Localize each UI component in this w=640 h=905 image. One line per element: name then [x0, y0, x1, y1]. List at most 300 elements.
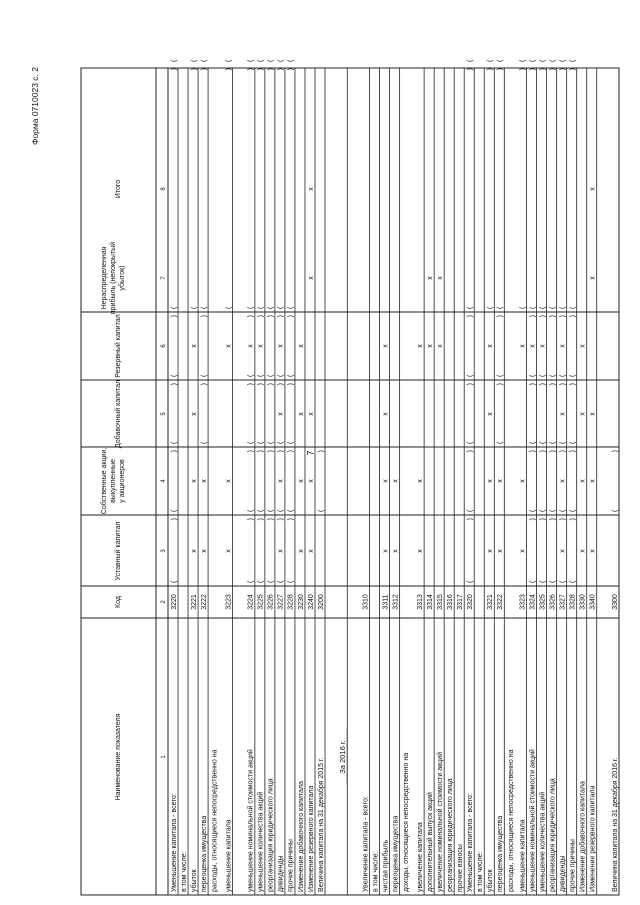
cross-mark: x [487, 479, 495, 483]
paren-close: ) [225, 68, 233, 71]
cross-mark: x [497, 479, 505, 483]
paren-open: ( [539, 441, 547, 444]
paren-open: ( [287, 59, 295, 62]
row-code: 3312 [392, 594, 400, 610]
paren-close: ) [539, 518, 547, 521]
row-label: реорганизация юридического лица [267, 778, 275, 892]
paren-open: ( [539, 59, 547, 62]
cross-mark: x [416, 344, 424, 348]
paren-close: ) [277, 518, 285, 521]
paren-open: ( [467, 59, 475, 62]
cross-mark: x [416, 549, 424, 553]
paren-open: ( [569, 374, 577, 377]
header-reserve-capital: Резервный капитал [115, 314, 122, 378]
cross-mark: x [487, 549, 495, 553]
row-code: 3221 [190, 594, 198, 610]
cross-mark: x [559, 344, 567, 348]
cross-mark: x [497, 549, 505, 553]
cross-mark: x [519, 479, 527, 483]
row-code: 3228 [287, 594, 295, 610]
row-label: переоценка имущества [392, 815, 400, 892]
cross-mark: x [579, 479, 587, 483]
paren-close: ) [287, 68, 295, 71]
paren-open: ( [549, 509, 557, 512]
paren-close: ) [549, 518, 557, 521]
row-code: 3330 [579, 594, 587, 610]
row-code: 3230 [297, 594, 305, 610]
paren-close: ) [549, 450, 557, 453]
paren-close: ) [170, 518, 178, 521]
paren-open: ( [257, 374, 265, 377]
header-own-shares: Собственные акции, [101, 447, 108, 515]
header-code: Код [115, 596, 122, 608]
row-label: расходы, относящиеся непосредственно на [507, 749, 515, 892]
paren-close: ) [267, 315, 275, 318]
paren-open: ( [267, 580, 275, 583]
paren-open: ( [549, 306, 557, 309]
row-label: прочие причины [569, 839, 577, 892]
paren-open: ( [257, 509, 265, 512]
paren-close: ) [200, 68, 208, 71]
paren-close: ) [247, 450, 255, 453]
paren-close: ) [247, 68, 255, 71]
paren-close: ) [170, 450, 178, 453]
paren-open: ( [467, 374, 475, 377]
paren-close: ) [559, 383, 567, 386]
row-label: увеличение капитала [416, 822, 424, 892]
cross-mark: x [487, 344, 495, 348]
paren-close: ) [247, 315, 255, 318]
row-code: 3317 [457, 594, 465, 610]
paren-open: ( [170, 59, 178, 62]
paren-open: ( [287, 580, 295, 583]
paren-close: ) [170, 383, 178, 386]
paren-close: ) [267, 450, 275, 453]
paren-open: ( [559, 59, 567, 62]
paren-close: ) [200, 383, 208, 386]
paren-open: ( [170, 509, 178, 512]
row-label: Изменение добавочного капитала [579, 781, 587, 892]
cross-mark: x [297, 412, 305, 416]
row-label: дивиденды [277, 855, 285, 892]
paren-open: ( [190, 59, 198, 62]
cross-mark: x [200, 549, 208, 553]
paren-open: ( [277, 59, 285, 62]
cross-mark: x [539, 344, 547, 348]
row-code: 3240 [307, 594, 315, 610]
row-code: 3314 [426, 594, 434, 610]
paren-close: ) [277, 68, 285, 71]
row-label: переоценка имущества [497, 815, 505, 892]
paren-close: ) [257, 68, 265, 71]
paren-close: ) [257, 518, 265, 521]
row-label: Изменение резервного капитала [589, 785, 597, 892]
paren-open: ( [487, 306, 495, 309]
paren-close: ) [559, 450, 567, 453]
paren-close: ) [569, 315, 577, 318]
paren-open: ( [497, 59, 505, 62]
paren-open: ( [497, 441, 505, 444]
cross-mark: x [589, 479, 597, 483]
paren-open: ( [247, 306, 255, 309]
paren-open: ( [529, 580, 537, 583]
paren-close: ) [287, 450, 295, 453]
row-label: доходы, относящиеся непосредственно на [403, 752, 411, 892]
paren-open: ( [467, 306, 475, 309]
cross-mark: x [297, 479, 305, 483]
paren-close: ) [317, 450, 325, 453]
paren-open: ( [225, 306, 233, 309]
paren-open: ( [200, 306, 208, 309]
paren-close: ) [529, 68, 537, 71]
header-total: Итого [115, 179, 122, 199]
paren-close: ) [190, 68, 198, 71]
paren-open: ( [267, 509, 275, 512]
row-code: 3300 [611, 594, 619, 610]
paren-close: ) [549, 68, 557, 71]
cross-mark: x [190, 549, 198, 553]
cross-mark: x [225, 344, 233, 348]
paren-open: ( [247, 580, 255, 583]
cross-mark: x [277, 344, 285, 348]
paren-open: ( [287, 374, 295, 377]
row-code: 3220 [170, 594, 178, 610]
paren-open: ( [559, 509, 567, 512]
paren-open: ( [611, 509, 619, 512]
row-code: 3325 [539, 594, 547, 610]
row-code: 3222 [200, 594, 208, 610]
paren-close: ) [247, 383, 255, 386]
paren-close: ) [497, 68, 505, 71]
paren-close: ) [569, 383, 577, 386]
paren-open: ( [539, 509, 547, 512]
row-label: увеличение номинальной стоимости акций [436, 751, 444, 892]
row-label: Изменение резервного капитала [307, 785, 315, 892]
cross-mark: x [589, 187, 597, 191]
paren-open: ( [257, 59, 265, 62]
paren-open: ( [519, 59, 527, 62]
row-label: уменьшение капитала [519, 819, 527, 892]
row-code: 3323 [519, 594, 527, 610]
cross-mark: x [382, 344, 390, 348]
paren-open: ( [549, 59, 557, 62]
header-name: Наименование показателя [115, 713, 122, 801]
row-label: убыток [487, 869, 495, 892]
cross-mark: x [579, 412, 587, 416]
row-label: в том числе: [372, 851, 380, 892]
row-code: 3316 [446, 594, 454, 610]
cross-mark: x [277, 412, 285, 416]
paren-open: ( [539, 374, 547, 377]
cross-mark: x [559, 549, 567, 553]
cross-mark: x [589, 549, 597, 553]
paren-open: ( [200, 59, 208, 62]
paren-close: ) [539, 68, 547, 71]
cross-mark: x [589, 412, 597, 416]
paren-open: ( [559, 441, 567, 444]
paren-close: ) [287, 518, 295, 521]
row-label: прочие взносы [457, 844, 465, 892]
paren-close: ) [257, 383, 265, 386]
cross-mark: x [392, 479, 400, 483]
row-label: уменьшение количества акций [539, 791, 547, 892]
period-heading: За 2016 г. [338, 740, 348, 774]
row-code: 3328 [569, 594, 577, 610]
cross-mark: x [307, 412, 315, 416]
cross-mark: x [190, 344, 198, 348]
paren-close: ) [569, 68, 577, 71]
row-label: реорганизация юридического лица [549, 778, 557, 892]
paren-close: ) [200, 315, 208, 318]
row-label: уменьшение количества акций [257, 791, 265, 892]
paren-close: ) [529, 518, 537, 521]
cross-mark: x [200, 479, 208, 483]
paren-open: ( [247, 59, 255, 62]
paren-open: ( [257, 306, 265, 309]
paren-close: ) [467, 383, 475, 386]
cross-mark: x [436, 344, 444, 348]
header-own-shares: у акционеров [119, 459, 126, 503]
cross-mark: x [559, 412, 567, 416]
cross-mark: x [382, 549, 390, 553]
header-own-shares: выкупленные [110, 459, 117, 503]
row-code: 3313 [416, 594, 424, 610]
paren-open: ( [170, 374, 178, 377]
paren-open: ( [257, 580, 265, 583]
paren-open: ( [277, 441, 285, 444]
column-number: 6 [161, 344, 167, 348]
row-label: переоценка имущества [200, 815, 208, 892]
paren-open: ( [569, 509, 577, 512]
paren-close: ) [467, 450, 475, 453]
row-label: Увеличение капитала - всего: [362, 796, 370, 892]
row-code: 3226 [267, 594, 275, 610]
cross-mark: x [307, 549, 315, 553]
cross-mark: x [559, 479, 567, 483]
row-label: Величина капитала на 31 декабря 2016 г. [611, 757, 619, 892]
row-code: 3310 [362, 594, 370, 610]
column-number: 2 [161, 600, 167, 604]
row-label: чистая прибыль [382, 839, 390, 892]
row-code: 3340 [589, 594, 597, 610]
paren-open: ( [277, 509, 285, 512]
cross-mark: x [426, 276, 434, 280]
row-code: 3225 [257, 594, 265, 610]
paren-open: ( [287, 509, 295, 512]
paren-close: ) [257, 315, 265, 318]
paren-close: ) [257, 450, 265, 453]
row-code: 3223 [225, 594, 233, 610]
header-retained-earnings: Нераспределенная [101, 246, 108, 310]
cross-mark: x [519, 344, 527, 348]
paren-close: ) [549, 315, 557, 318]
paren-close: ) [267, 383, 275, 386]
paren-open: ( [287, 441, 295, 444]
cross-mark: x [225, 479, 233, 483]
row-label: уменьшение капитала [225, 819, 233, 892]
paren-open: ( [225, 59, 233, 62]
column-number: 8 [161, 187, 167, 191]
cross-mark: x [307, 276, 315, 280]
page-number: 7 [305, 450, 316, 456]
paren-open: ( [257, 441, 265, 444]
cross-mark: x [190, 479, 198, 483]
paren-close: ) [529, 450, 537, 453]
cross-mark: x [307, 187, 315, 191]
column-number: 4 [161, 479, 167, 483]
paren-close: ) [529, 383, 537, 386]
row-code: 3224 [247, 594, 255, 610]
header-retained-earnings: прибыль (непокрытый [110, 241, 117, 315]
paren-open: ( [190, 306, 198, 309]
cross-mark: x [225, 549, 233, 553]
row-code: 3315 [436, 594, 444, 610]
cross-mark: x [416, 479, 424, 483]
paren-open: ( [529, 509, 537, 512]
cross-mark: x [579, 549, 587, 553]
paren-close: ) [247, 518, 255, 521]
cross-mark: x [297, 344, 305, 348]
paren-open: ( [170, 441, 178, 444]
paren-open: ( [200, 374, 208, 377]
paren-open: ( [277, 306, 285, 309]
column-number: 1 [161, 755, 167, 759]
paren-close: ) [559, 315, 567, 318]
paren-close: ) [267, 518, 275, 521]
paren-open: ( [467, 441, 475, 444]
row-code: 3324 [529, 594, 537, 610]
cross-mark: x [277, 549, 285, 553]
row-label: уменьшение номинальной стоимости акций [529, 749, 537, 892]
paren-close: ) [529, 315, 537, 318]
row-code: 3200 [317, 594, 325, 610]
paren-open: ( [529, 441, 537, 444]
paren-close: ) [170, 68, 178, 71]
paren-open: ( [467, 509, 475, 512]
cross-mark: x [257, 344, 265, 348]
paren-open: ( [267, 374, 275, 377]
paren-open: ( [549, 580, 557, 583]
paren-close: ) [467, 518, 475, 521]
cross-mark: x [190, 412, 198, 416]
header-retained-earnings: убыток) [119, 265, 126, 291]
row-label: реорганизация юридического лица [446, 778, 454, 892]
paren-close: ) [170, 315, 178, 318]
paren-open: ( [569, 306, 577, 309]
paren-close: ) [277, 450, 285, 453]
paren-close: ) [287, 315, 295, 318]
row-label: уменьшение номинальной стоимости акций [247, 749, 255, 892]
row-label: расходы, относящиеся непосредственно на [211, 749, 219, 892]
row-label: Изменение добавочного капитала [297, 781, 305, 892]
paren-close: ) [267, 68, 275, 71]
paren-open: ( [277, 580, 285, 583]
paren-open: ( [559, 580, 567, 583]
cross-mark: x [382, 412, 390, 416]
column-number: 3 [161, 549, 167, 553]
paren-open: ( [519, 306, 527, 309]
row-label: Величина капитала на 31 декабря 2015 г. [317, 757, 325, 892]
row-label: Уменьшение капитала - всего: [467, 793, 475, 892]
row-code: 3320 [467, 594, 475, 610]
paren-open: ( [247, 441, 255, 444]
paren-close: ) [467, 68, 475, 71]
paren-open: ( [559, 306, 567, 309]
paren-open: ( [267, 59, 275, 62]
paren-close: ) [277, 315, 285, 318]
header-additional-capital: Добавочный капитал [115, 379, 122, 449]
paren-close: ) [487, 68, 495, 71]
cross-mark: x [487, 412, 495, 416]
paren-close: ) [539, 450, 547, 453]
cross-mark: x [436, 276, 444, 280]
paren-open: ( [467, 580, 475, 583]
row-code: 3311 [382, 594, 390, 610]
paren-open: ( [549, 374, 557, 377]
cross-mark: x [297, 549, 305, 553]
paren-open: ( [569, 580, 577, 583]
paren-open: ( [200, 441, 208, 444]
paren-open: ( [497, 306, 505, 309]
column-number: 5 [161, 412, 167, 416]
paren-open: ( [287, 306, 295, 309]
paren-open: ( [267, 441, 275, 444]
paren-close: ) [497, 315, 505, 318]
cross-mark: x [382, 479, 390, 483]
paren-close: ) [611, 450, 619, 453]
paren-close: ) [497, 383, 505, 386]
paren-open: ( [170, 306, 178, 309]
cross-mark: x [579, 344, 587, 348]
cross-mark: x [392, 549, 400, 553]
paren-open: ( [247, 509, 255, 512]
paren-close: ) [519, 68, 527, 71]
row-label: в том числе: [477, 851, 485, 892]
paren-close: ) [559, 68, 567, 71]
row-label: убыток [190, 869, 198, 892]
paren-open: ( [529, 306, 537, 309]
row-code: 3327 [559, 594, 567, 610]
paren-open: ( [277, 374, 285, 377]
cross-mark: x [519, 549, 527, 553]
paren-open: ( [549, 441, 557, 444]
paren-open: ( [267, 306, 275, 309]
row-label: дополнительный выпуск акций [426, 792, 434, 892]
paren-open: ( [529, 59, 537, 62]
paren-open: ( [539, 580, 547, 583]
paren-close: ) [539, 315, 547, 318]
row-code: 3227 [277, 594, 285, 610]
row-code: 3322 [497, 594, 505, 610]
cross-mark: x [307, 479, 315, 483]
row-code: 3326 [549, 594, 557, 610]
row-label: в том числе: [180, 851, 188, 892]
paren-open: ( [569, 59, 577, 62]
paren-close: ) [277, 383, 285, 386]
paren-close: ) [569, 450, 577, 453]
row-label: дивиденды [559, 855, 567, 892]
paren-open: ( [539, 306, 547, 309]
paren-open: ( [317, 509, 325, 512]
paren-close: ) [559, 518, 567, 521]
paren-close: ) [549, 383, 557, 386]
cross-mark: x [426, 344, 434, 348]
paren-open: ( [247, 374, 255, 377]
row-code: 3321 [487, 594, 495, 610]
form-number: Форма 0710023 с. 2 [30, 67, 40, 146]
cross-mark: x [589, 276, 597, 280]
paren-open: ( [569, 441, 577, 444]
